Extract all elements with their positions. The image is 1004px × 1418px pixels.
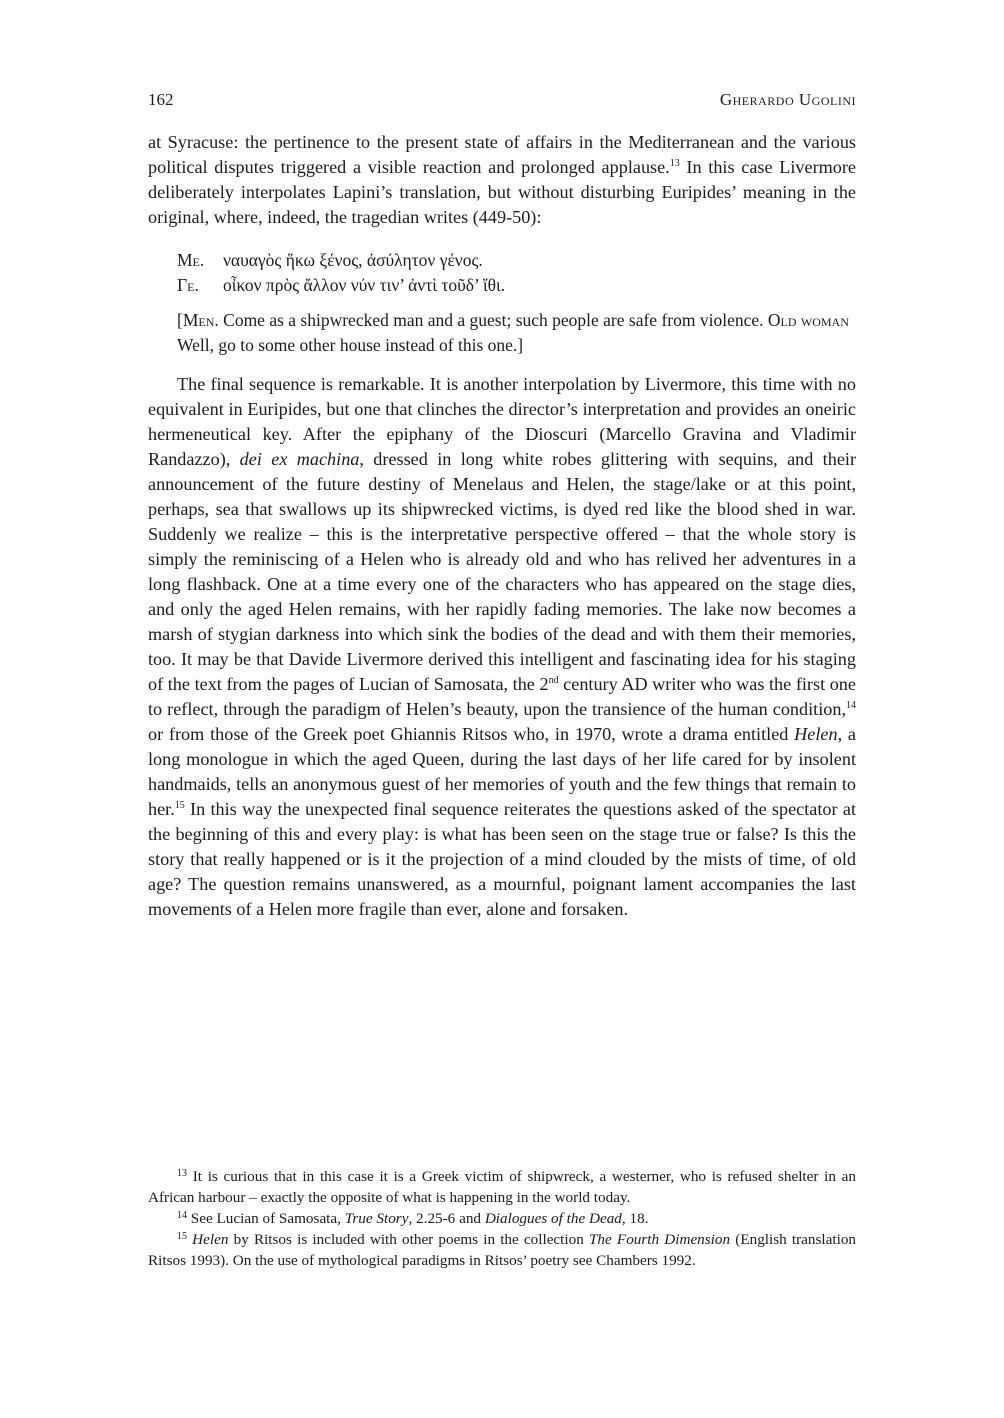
footnote-15-title-1: Helen	[192, 1231, 229, 1248]
footnote-14-text-a: See Lucian of Samosata,	[187, 1210, 345, 1227]
paragraph-2-text-c: century AD writer who was the first one to reflect, through the paradigm of Helen’s beauty, upon the transience of the human condition,	[148, 674, 856, 719]
footnote-13-text: It is curious that in this case it is a Greek victim of shipwreck, a westerner, who is refused shelter in an African harbour – exactly the opposite of what is happening in the world today.	[148, 1168, 856, 1206]
paragraph-1	[148, 130, 856, 230]
translation-speaker-1: Men.	[182, 310, 219, 330]
ordinal-suffix: nd	[548, 675, 559, 686]
footnote-13-number: 13	[177, 1168, 187, 1179]
greek-quotation	[177, 248, 856, 298]
footnote-15-title-2: The Fourth Dimension	[588, 1231, 731, 1248]
greek-speaker-1: Με.	[177, 250, 205, 270]
footnote-15	[148, 1229, 856, 1271]
translation-text-1: Come as a shipwrecked man and a guest; such people are safe from violence.	[218, 310, 768, 330]
footnote-14-text-b: , 2.25-6 and	[408, 1210, 485, 1227]
paragraph-2	[148, 372, 856, 922]
paragraph-1-text-continued: In this case Livermore deliberately interpolates Lapini’s translation, but without disturbing Euripides’ meaning in the original, where, indeed, the tragedian writes (449-50):	[148, 157, 856, 227]
running-head-author: Gherardo Ugolini	[719, 90, 856, 109]
footnote-ref-15[interactable]: 15	[174, 800, 185, 811]
italic-dei-ex-machina: dei ex machina	[239, 449, 360, 469]
footnote-14	[148, 1208, 856, 1229]
footnote-14-number: 14	[177, 1210, 187, 1221]
translation-bracket: [	[177, 310, 183, 330]
greek-verse-1: ναυαγὸς ἥκω ξένος, ἀσύλητον γένος.	[223, 250, 483, 270]
footnote-13	[148, 1166, 856, 1208]
footnote-15-text-a: by Ritsos is included with other poems in the collection	[228, 1231, 589, 1248]
greek-speaker-2: Γε.	[177, 275, 199, 295]
page-number: 162	[148, 90, 174, 109]
translation-text-2: Well, go to some other house instead of this one.]	[177, 335, 524, 355]
paragraph-1-text: at Syracuse: the pertinence to the present state of affairs in the Mediterranean and the various political disputes triggered a visible reaction and prolonged applause.	[148, 132, 856, 177]
greek-line-1	[177, 248, 856, 273]
greek-line-2	[177, 273, 856, 298]
footnote-ref-14[interactable]: 14	[846, 700, 856, 711]
main-text	[148, 130, 856, 922]
paragraph-2-text-d: or from those of the Greek poet Ghiannis Ritsos who, in 1970, wrote a drama entitled	[148, 724, 795, 744]
footnote-14-title-2: Dialogues of the Dead	[484, 1210, 622, 1227]
footnote-ref-13[interactable]: 13	[669, 158, 680, 169]
running-header	[148, 90, 856, 114]
italic-helen-title: Helen	[794, 724, 838, 744]
paragraph-2-text-e: , a long monologue in which the aged Queen, during the last days of her life cared for by insolent handmaids, tells an anonymous guest of her memories of youth and the few things that remain to her.	[148, 724, 856, 819]
greek-verse-2: οἶκον πρὸς ἄλλον νύν τιν’ ἀντὶ τοῦδ’ ἴθι.	[223, 275, 506, 295]
footnote-15-number: 15	[177, 1231, 187, 1242]
footnote-14-text-c: , 18.	[621, 1210, 649, 1227]
paragraph-2-text-b: , dressed in long white robes glittering with sequins, and their announcement of the future destiny of Menelaus and Helen, the stage/lake or at this point, perhaps, sea that swallows up its shipwrecked victims, is dyed red like the blood shed in war. Suddenly we realize – this is the interpretative perspective offered – that the whole story is simply the reminiscing of a Helen who is already old and who has relived her adventures in a long flashback. One at a time every one of the characters who has appeared on the stage dies, and only the aged Helen remains, with her rapidly fading memories. The lake now becomes a marsh of stygian darkness into which sink the bodies of the dead and with them their memories, too. It may be that Davide Livermore derived this intelligent and fascinating idea for his staging of the text from the pages of Lucian of Samosata, the 2	[148, 449, 857, 694]
footnote-15-text-b: (English translation Ritsos 1993). On the use of mythological paradigms in Ritsos’ poetry see Chambers 1992.	[148, 1231, 857, 1269]
paragraph-2-text-f: In this way the unexpected final sequence reiterates the questions asked of the spectator at the beginning of this and every play: is what has been seen on the stage true or false? Is this the story that really happened or is it the projection of a mind clouded by the mists of time, of old age? The question remains unanswered, as a mournful, poignant lament accompanies the last movements of a Helen more fragile than ever, alone and forsaken.	[148, 799, 856, 919]
translation-speaker-2: Old woman	[767, 310, 849, 330]
footnote-14-title-1: True Story	[344, 1210, 409, 1227]
paragraph-2-text-a: The final sequence is remarkable. It is another interpolation by Livermore, this time with no equivalent in Euripides, but one that clinches the director’s interpretation and provides an oneiric hermeneutical key. After the epiphany of the Dioscuri (Marcello Gravina and Vladimir Randazzo),	[148, 374, 856, 469]
translation-block	[177, 308, 856, 358]
footnotes	[148, 1166, 856, 1271]
